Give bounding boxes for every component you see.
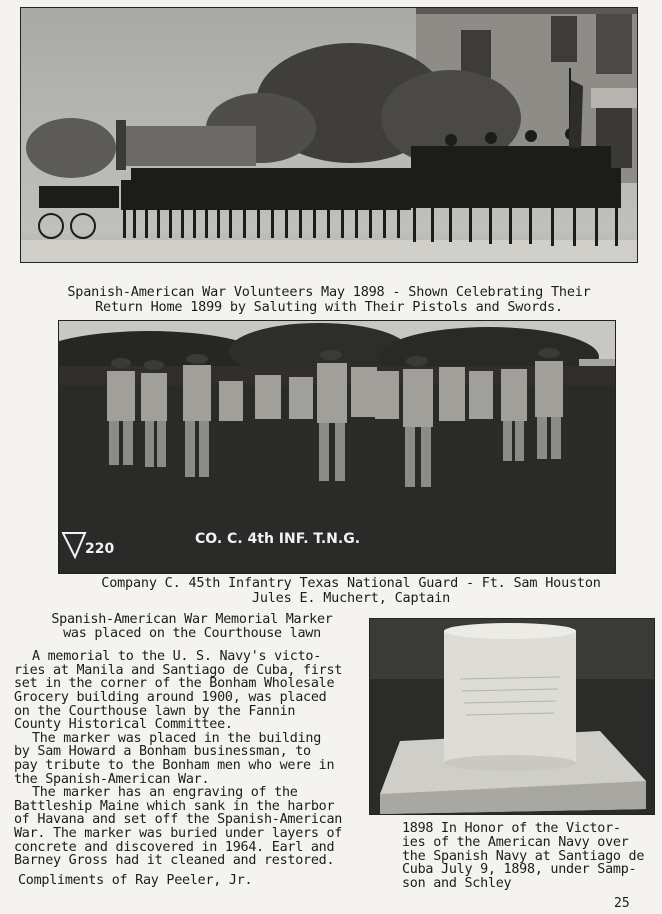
article-memorial-marker	[14, 613, 370, 887]
text-line: Battleship Maine which sank in the harbor	[14, 798, 335, 814]
text-line: of Havana and set off the Spanish-American	[14, 812, 343, 828]
article-paragraph-2	[14, 732, 370, 786]
photo-inscription: CO. C. 4th INF. T.N.G.	[195, 531, 361, 547]
article-paragraph-1	[14, 650, 370, 732]
caption-line: 1898 In Honor of the Victor-	[402, 821, 621, 836]
caption-line: son and Schley	[402, 876, 512, 892]
headline-line: Spanish-American War Memorial Marker	[51, 612, 333, 627]
article-credit: Compliments of Ray Peeler, Jr.	[18, 872, 253, 888]
caption-line: Cuba July 9, 1898, under Samp-	[402, 862, 637, 878]
text-line: Grocery building around 1900, was placed	[14, 689, 327, 705]
text-line: by Sam Howard a Bonham businessman, to	[14, 744, 311, 760]
caption-line: Spanish-American War Volunteers May 1898 - Shown Celebrating Their	[67, 284, 591, 300]
caption-line: Company C. 45th Infantry Texas National Guard - Ft. Sam Houston	[101, 575, 601, 591]
text-line: The marker was placed in the building	[32, 730, 322, 746]
text-line: the Spanish-American War.	[14, 771, 210, 787]
photo-caption-volunteers	[14, 285, 644, 315]
text-line: Barney Gross had it cleaned and restored.	[14, 853, 335, 869]
caption-line: Return Home 1899 by Saluting with Their Pistols and Swords.	[95, 299, 563, 315]
text-line: County Historical Committee.	[14, 717, 233, 733]
photo-caption-memorial-marker	[402, 822, 660, 891]
photo-memorial-marker	[369, 618, 655, 815]
archive-logo-number: 220	[85, 541, 115, 557]
text-line: A memorial to the U. S. Navy's victo-	[32, 649, 322, 665]
text-line: pay tribute to the Bonham men who were in	[14, 757, 335, 773]
photo-company-c-infantry	[58, 320, 616, 574]
text-line: on the Courthouse lawn by the Fannin	[14, 703, 296, 719]
photo-caption-company-c	[60, 576, 642, 606]
article-headline	[14, 613, 370, 640]
article-paragraph-3	[14, 786, 370, 868]
caption-line: the Spanish Navy at Santiago de	[402, 848, 645, 864]
text-line: ries at Manila and Santiago de Cuba, first	[14, 662, 343, 678]
text-line: War. The marker was buried under layers of	[14, 825, 343, 841]
text-line: concrete and discovered in 1964. Earl and	[14, 839, 335, 855]
headline-line: was placed on the Courthouse lawn	[63, 625, 321, 641]
photo-volunteers-on-horseback	[20, 7, 638, 263]
text-line: set in the corner of the Bonham Wholesale	[14, 676, 335, 692]
caption-line: Jules E. Muchert, Captain	[251, 590, 451, 606]
page-number: 25	[614, 896, 630, 911]
caption-line: ies of the American Navy over	[402, 834, 629, 850]
text-line: The marker has an engraving of the	[32, 785, 298, 801]
